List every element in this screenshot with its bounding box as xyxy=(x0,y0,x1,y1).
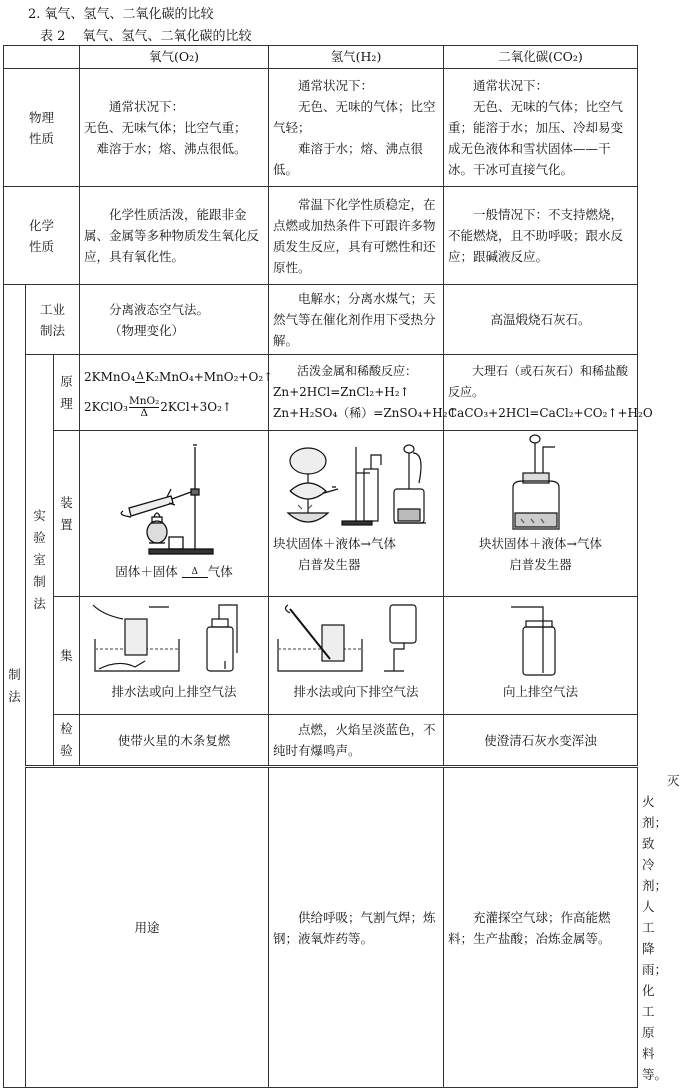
row-principle xyxy=(4,355,638,431)
header-row xyxy=(4,46,638,69)
equation-kclo3: 2KClO₃ MnO₂ Δ 2KCl+3O₂↑ xyxy=(84,394,232,419)
equation-kmno4: 2KMnO₄ Δ K₂MnO₄+MnO₂+O₂↑ xyxy=(84,369,274,384)
test-co2: 使澄清石灰水变浑浊 xyxy=(444,715,638,767)
chemical-h2: 常温下化学性质稳定，在点燃或加热条件下可跟许多物质发生反应，具有可燃性和还原性。 xyxy=(269,187,444,285)
collection-o2-label: 排水法或向上排空气法 xyxy=(111,684,237,699)
test-o2: 使带火星的木条复燃 xyxy=(80,715,269,767)
col-header-co2: 二氧化碳(CO₂) xyxy=(444,46,638,69)
row-test xyxy=(4,715,638,767)
table-caption: 表 2 氧气、氢气、二氧化碳的比较 xyxy=(40,29,252,44)
apparatus-h2 xyxy=(269,431,444,597)
col-header-h2: 氢气(H₂) xyxy=(269,46,444,69)
row-collection xyxy=(4,597,638,715)
heating-apparatus-figure xyxy=(109,433,239,561)
row-label-chemical: 化学性质 xyxy=(4,187,80,285)
collection-co2-label: 向上排空气法 xyxy=(502,684,578,699)
collection-o2 xyxy=(80,597,269,715)
apparatus-co2-label-2: 启普发生器 xyxy=(509,557,572,572)
row-uses: 用途 供给呼吸；气割气焊；炼钢；液氧炸药等。 充灌探空气球；作高能燃料；生产盐酸；冶炼金属等。 灭火剂；致冷剂；人工降雨；化工原料等。 xyxy=(4,767,638,1088)
water-displacement-figure xyxy=(89,599,259,681)
industrial-h2: 电解水；分离水煤气；天然气等在催化剂作用下受热分解。 xyxy=(269,285,444,355)
row-physical xyxy=(4,69,638,187)
section-heading: 2. 氧气、氢气、二氧化碳的比较 xyxy=(28,7,214,22)
row-label-test: 检验 xyxy=(54,715,80,767)
apparatus-h2-label-1: 块状固体＋液体→气体 xyxy=(273,536,396,551)
row-apparatus xyxy=(4,431,638,597)
header-corner xyxy=(4,46,80,69)
apparatus-o2-label: 固体＋固体 Δ 气体 xyxy=(115,564,233,579)
chemical-co2: 一般情况下：不支持燃烧，不能燃烧，且不助呼吸；跟水反应；跟碱液反应。 xyxy=(444,187,638,285)
row-label-collection: 集 xyxy=(54,597,80,715)
principle-co2: 大理石（或石灰石）和稀盐酸反应。 CaCO₃+2HCl=CaCl₂+CO₂↑+H₂O xyxy=(444,355,638,431)
physical-co2: 通常状况下： 无色、无味的气体；比空气重；能溶于水；加压、冷却易变成无色液体和雪状固体——干冰。干冰可直接气化。 xyxy=(444,69,638,187)
industrial-co2: 高温煅烧石灰石。 xyxy=(444,285,638,355)
co2-generator-figure xyxy=(501,433,581,533)
downward-air-figure xyxy=(274,599,439,681)
row-label-physical: 物理性质 xyxy=(4,69,80,187)
apparatus-o2 xyxy=(80,431,269,597)
collection-co2 xyxy=(444,597,638,715)
chemical-o2: 化学性质活泼，能跟非金属、金属等多种物质发生氧化反应，具有氧化性。 xyxy=(80,187,269,285)
comparison-table xyxy=(3,45,680,1088)
physical-h2: 通常状况下： 无色、无味的气体；比空气轻； 难溶于水；熔、沸点很低。 xyxy=(269,69,444,187)
apparatus-h2-label-2: 启普发生器 xyxy=(298,557,361,572)
row-chemical xyxy=(4,187,638,285)
collection-h2 xyxy=(269,597,444,715)
row-label-apparatus: 装置 xyxy=(54,431,80,597)
upward-air-figure xyxy=(501,599,581,681)
apparatus-co2 xyxy=(444,431,638,597)
industrial-o2: 分离液态空气法。 （物理变化） xyxy=(80,285,269,355)
collection-h2-label: 排水法或向下排空气法 xyxy=(293,684,419,699)
uses-o2: 供给呼吸；气割气焊；炼钢；液氧炸药等。 xyxy=(269,767,444,1088)
test-h2: 点燃，火焰呈淡蓝色，不纯时有爆鸣声。 xyxy=(269,715,444,767)
kipp-generator-figure xyxy=(276,433,436,533)
physical-o2: 通常状况下： 无色、无味气体；比空气重； 难溶于水；熔、沸点很低。 xyxy=(80,69,269,187)
col-header-o2: 氧气(O₂) xyxy=(80,46,269,69)
row-label-industrial: 工业制法 xyxy=(26,285,80,355)
row-label-lab: 实验室制法 xyxy=(26,355,54,767)
principle-h2: 活泼金属和稀酸反应： Zn+2HCl=ZnCl₂+H₂↑ Zn+H₂SO₄（稀）=ZnSO₄+H₂↑ xyxy=(269,355,444,431)
apparatus-co2-label-1: 块状固体＋液体→气体 xyxy=(479,536,602,551)
row-label-uses: 用途 xyxy=(26,767,269,1088)
row-label-principle: 原理 xyxy=(54,355,80,431)
row-label-preparation: 制法 xyxy=(4,285,26,1088)
uses-h2: 充灌探空气球；作高能燃料；生产盐酸；冶炼金属等。 xyxy=(444,767,638,1088)
principle-o2 xyxy=(80,355,274,431)
row-industrial xyxy=(4,285,638,355)
